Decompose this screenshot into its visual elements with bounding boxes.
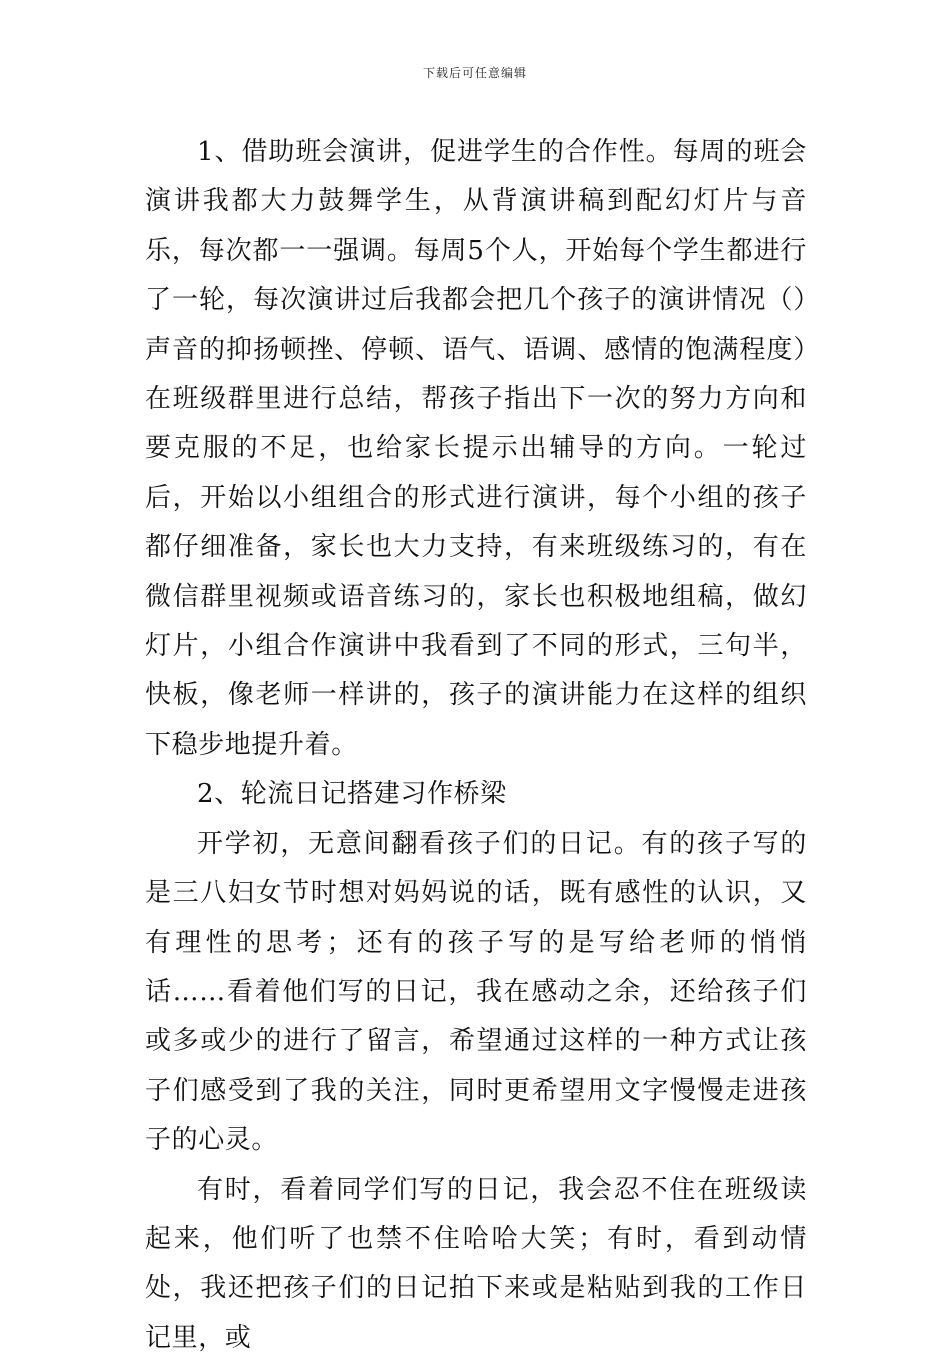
paragraph-heading-diary: 2、轮流日记搭建习作桥梁 xyxy=(197,779,507,810)
paragraph-class-speech: 1、借助班会演讲，促进学生的合作性。每周的班会演讲我都大力鼓舞学生，从背演讲稿到配幻灯片与音乐，每次都一一强调。每周5个人，开始每个学生都进行了一轮，每次演讲过后我都会把几个孩子的演讲情况（）声音的抑扬顿挫、停顿、语气、语调、感情的饱满程度）在班级群里进行总结，帮孩子指出下一次的努力方向和要克服的不足，也给家长提示出辅导的方向。一轮过后，开始以小组组合的形式进行演讲，每个小组的孩子都仔细准备，家长也大力支持，有来班级练习的，有在微信群里视频或语音练习的，家长也积极地组稿，做幻灯片，小组合作演讲中我看到了不同的形式，三句半，快板，像老师一样讲的，孩子的演讲能力在这样的组织下稳步地提升着。 xyxy=(145,137,807,760)
document-body xyxy=(145,128,807,1363)
paragraph-diary-start: 开学初，无意间翻看孩子们的日记。有的孩子写的是三八妇女节时想对妈妈说的话，既有感性的认识，又有理性的思考；还有的孩子写的是写给老师的悄悄话……看着他们写的日记，我在感动之余，还给孩子们或多或少的进行了留言，希望通过这样的一种方式让孩子们感受到了我的关注，同时更希望用文字慢慢走进孩子的心灵。 xyxy=(145,828,807,1156)
paragraph-diary-reading: 有时，看着同学们写的日记，我会忍不住在班级读起来，他们听了也禁不住哈哈大笑；有时，看到动情处，我还把孩子们的日记拍下来或是粘贴到我的工作日记里，或 xyxy=(145,1174,807,1353)
page-header: 下载后可任意编辑 xyxy=(422,66,527,80)
